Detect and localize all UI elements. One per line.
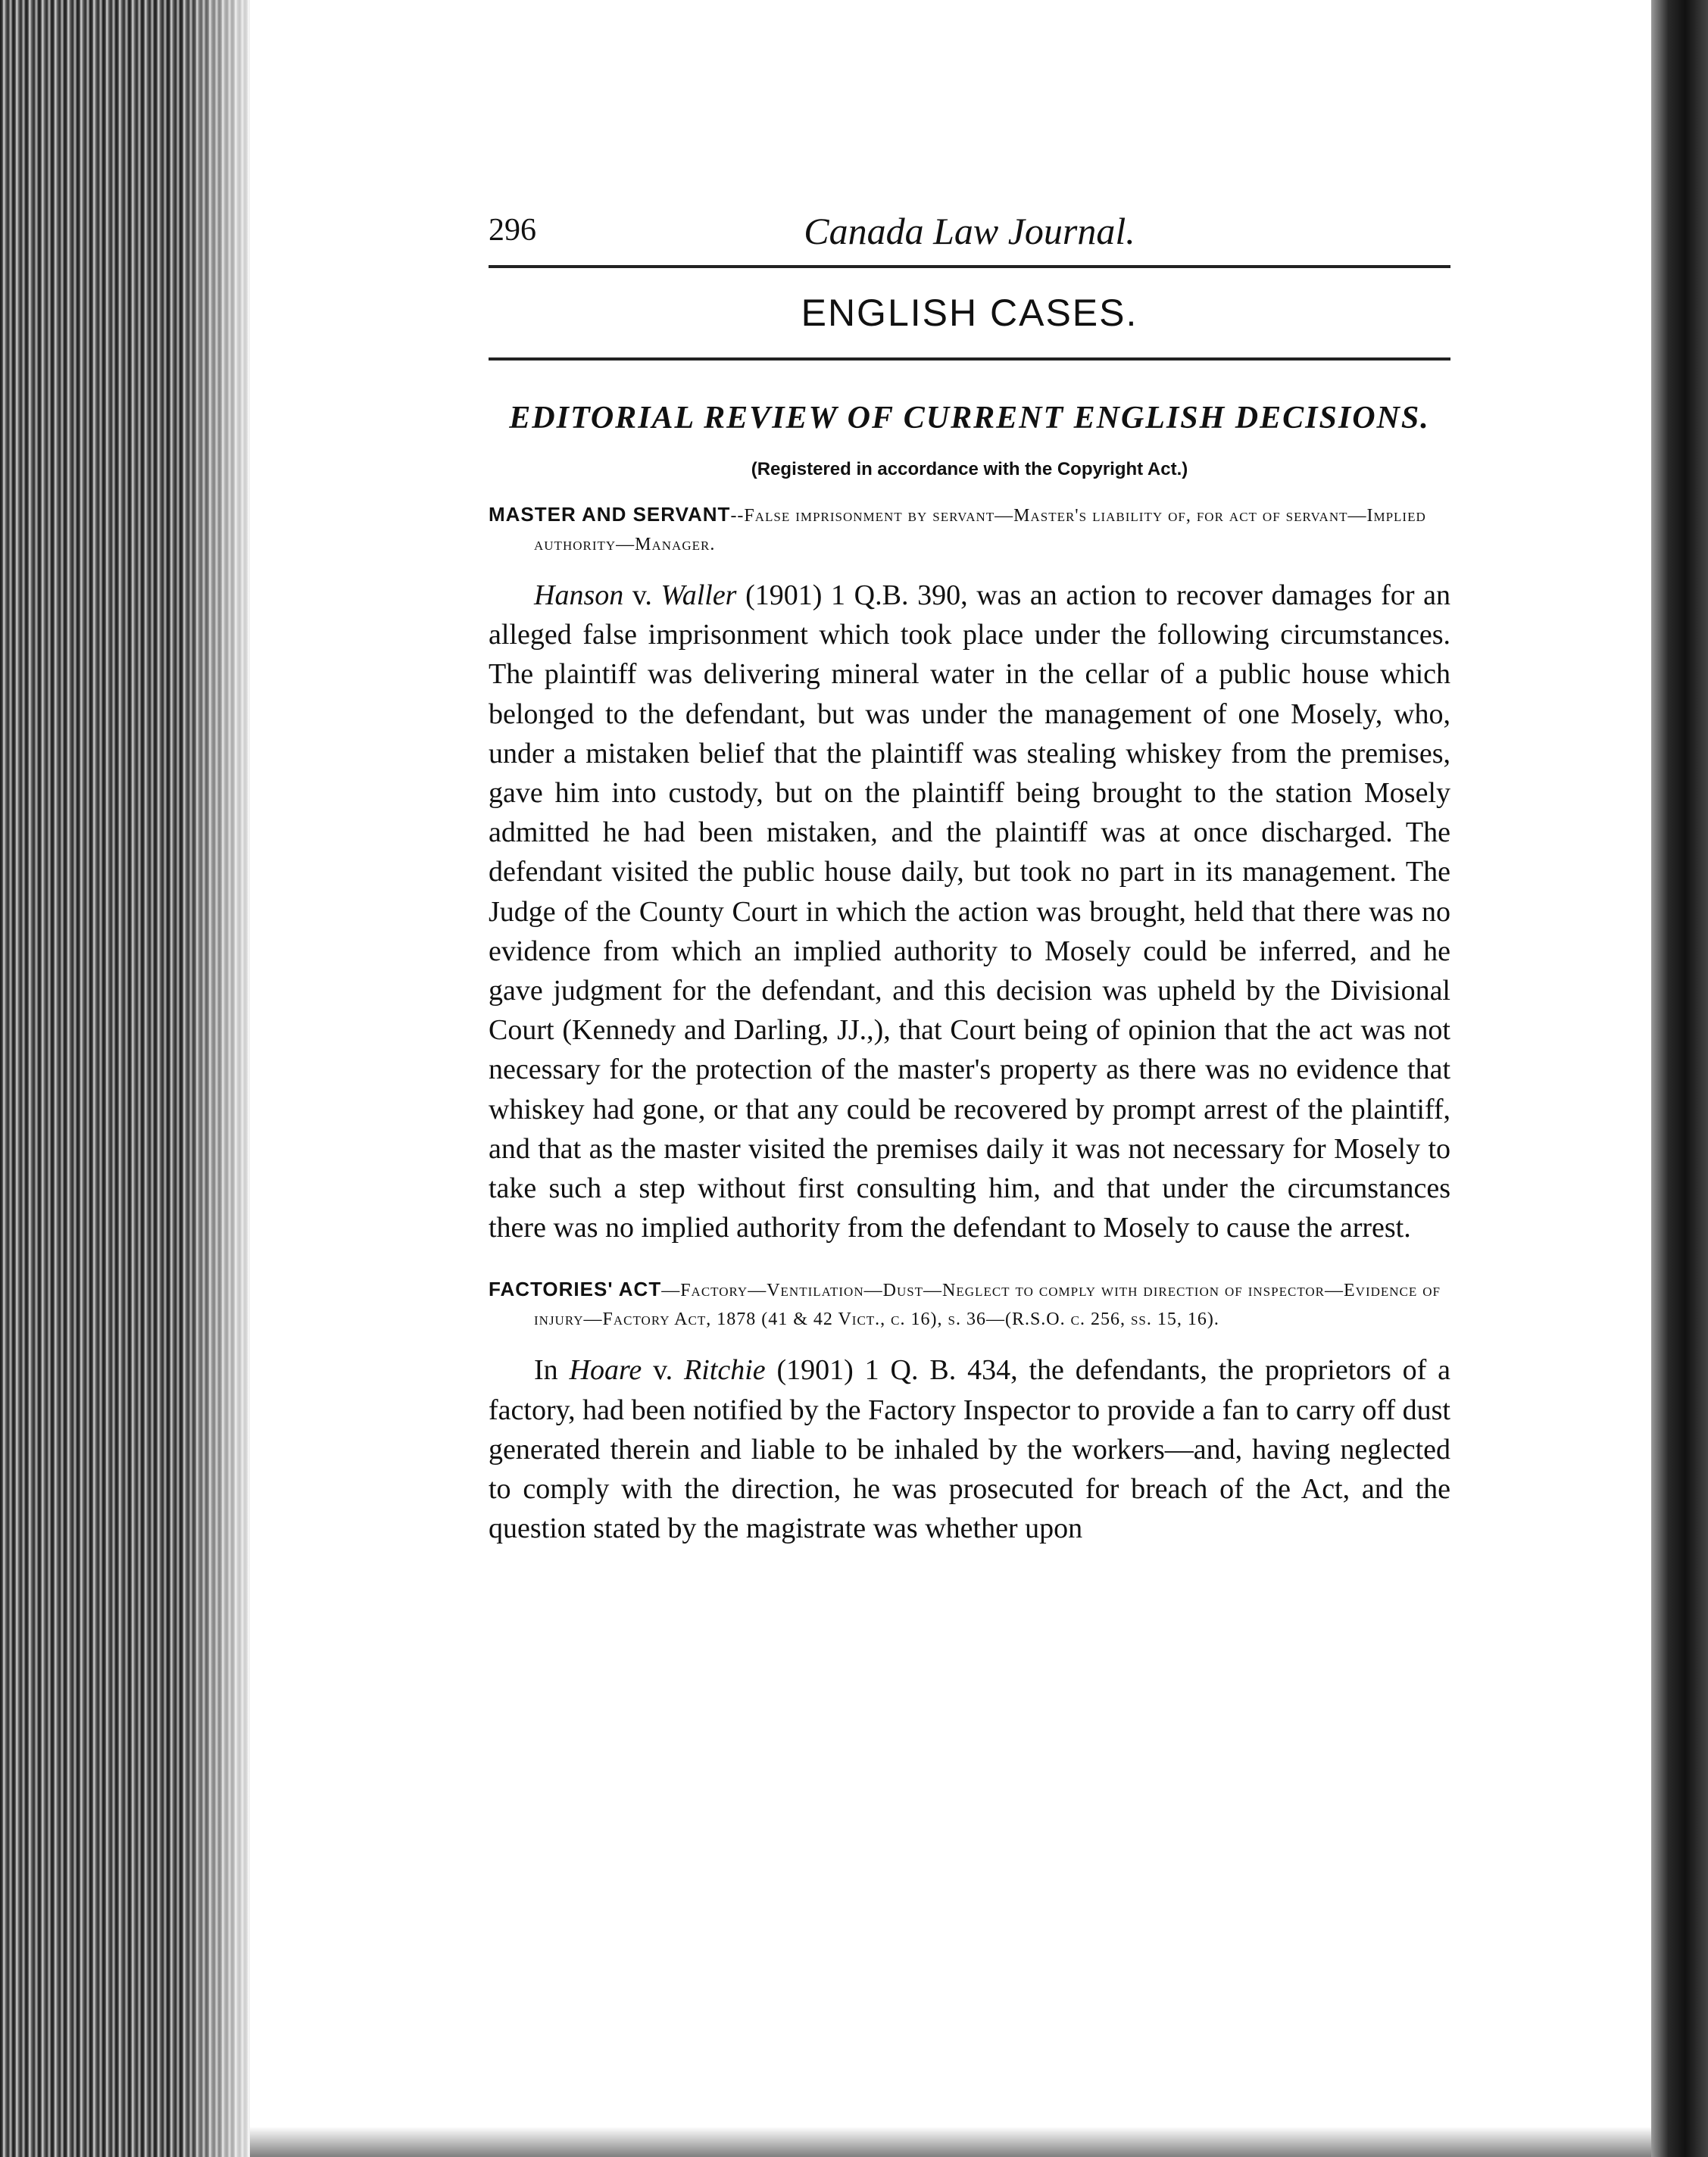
case-body — [489, 1350, 1450, 1548]
versus-text: v. — [623, 579, 661, 611]
running-head — [489, 204, 1450, 268]
case-party: Hoare — [569, 1354, 642, 1387]
case-headnote — [489, 500, 1450, 559]
case-body — [489, 576, 1450, 1247]
headnote-lead: FACTORIES' ACT — [489, 1278, 662, 1301]
headnote-lead: MASTER AND SERVANT — [489, 503, 731, 526]
page-number: 296 — [489, 213, 536, 248]
case-intro: In — [534, 1354, 570, 1387]
section-divider — [489, 357, 1450, 361]
copyright-note: (Registered in accordance with the Copyright Act.) — [751, 459, 1188, 479]
headnote-topics: --False imprisonment by servant—Master's liability of, for act of servant—Implied authority—Manager. — [534, 506, 1426, 554]
journal-title: Canada Law Journal. — [804, 210, 1135, 252]
section-title: ENGLISH CASES. — [801, 292, 1138, 334]
case-party: Ritchie — [684, 1354, 766, 1387]
book-page — [489, 204, 1450, 1548]
page-bottom-shadow — [250, 2127, 1651, 2157]
book-spine-shadow — [0, 0, 250, 2157]
review-title: EDITORIAL REVIEW OF CURRENT ENGLISH DECISIONS. — [509, 401, 1430, 435]
versus-text: v. — [642, 1354, 684, 1387]
case-party: Hanson — [534, 579, 624, 611]
case-text: (1901) 1 Q. B. 434, the defendants, the proprietors of a factory, had been notified by the Factory Inspector to provide a fan to carry off dust generated therein and liable to be inhaled by the workers—and, having neglected to comply with the direction, he was prosecuted for breach of the Act, and the question stated by the magistrate was whether upon — [489, 1354, 1450, 1545]
page-edge-shadow — [1651, 0, 1708, 2157]
case-party: Waller — [660, 579, 737, 611]
case-headnote — [489, 1275, 1450, 1334]
headnote-topics: —Factory—Ventilation—Dust—Neglect to comply with direction of inspector—Evidence of injury—Factory Act, 1878 (41 & 42 Vict., c. 16), s. 36—(R.S.O. c. 256, ss. 15, 16). — [534, 1281, 1441, 1330]
case-text: (1901) 1 Q.B. 390, was an action to recover damages for an alleged false imprisonment which took place under the following circumstances. The plaintiff was delivering mineral water in the cellar of a public house which belonged to the defendant, but was under the management of one Mosely, who, under a mistaken belief that the plaintiff was stealing whiskey from the premises, gave him into custody, but on the plaintiff being brought to the station Mosely admitted he had been mistaken, and the plaintiff was at once discharged. The defendant visited the public house daily, but took no part in its management. The Judge of the County Court in which the action was brought, held that there was no evidence from which an implied authority to Mosely could be inferred, and he gave judgment for the defendant, and this decision was upheld by the Divisional Court (Kennedy and Darling, JJ.,), that Court being of opinion that the act was not necessary for the protection of the master's property as there was no evidence that whiskey had gone, or that any could be recovered by prompt arrest of the plaintiff, and that as the master visited the premises daily it was not necessary for Mosely to take such a step without first consulting him, and that under the circumstances there was no implied authority from the defendant to Mosely to cause the arrest. — [489, 579, 1450, 1244]
